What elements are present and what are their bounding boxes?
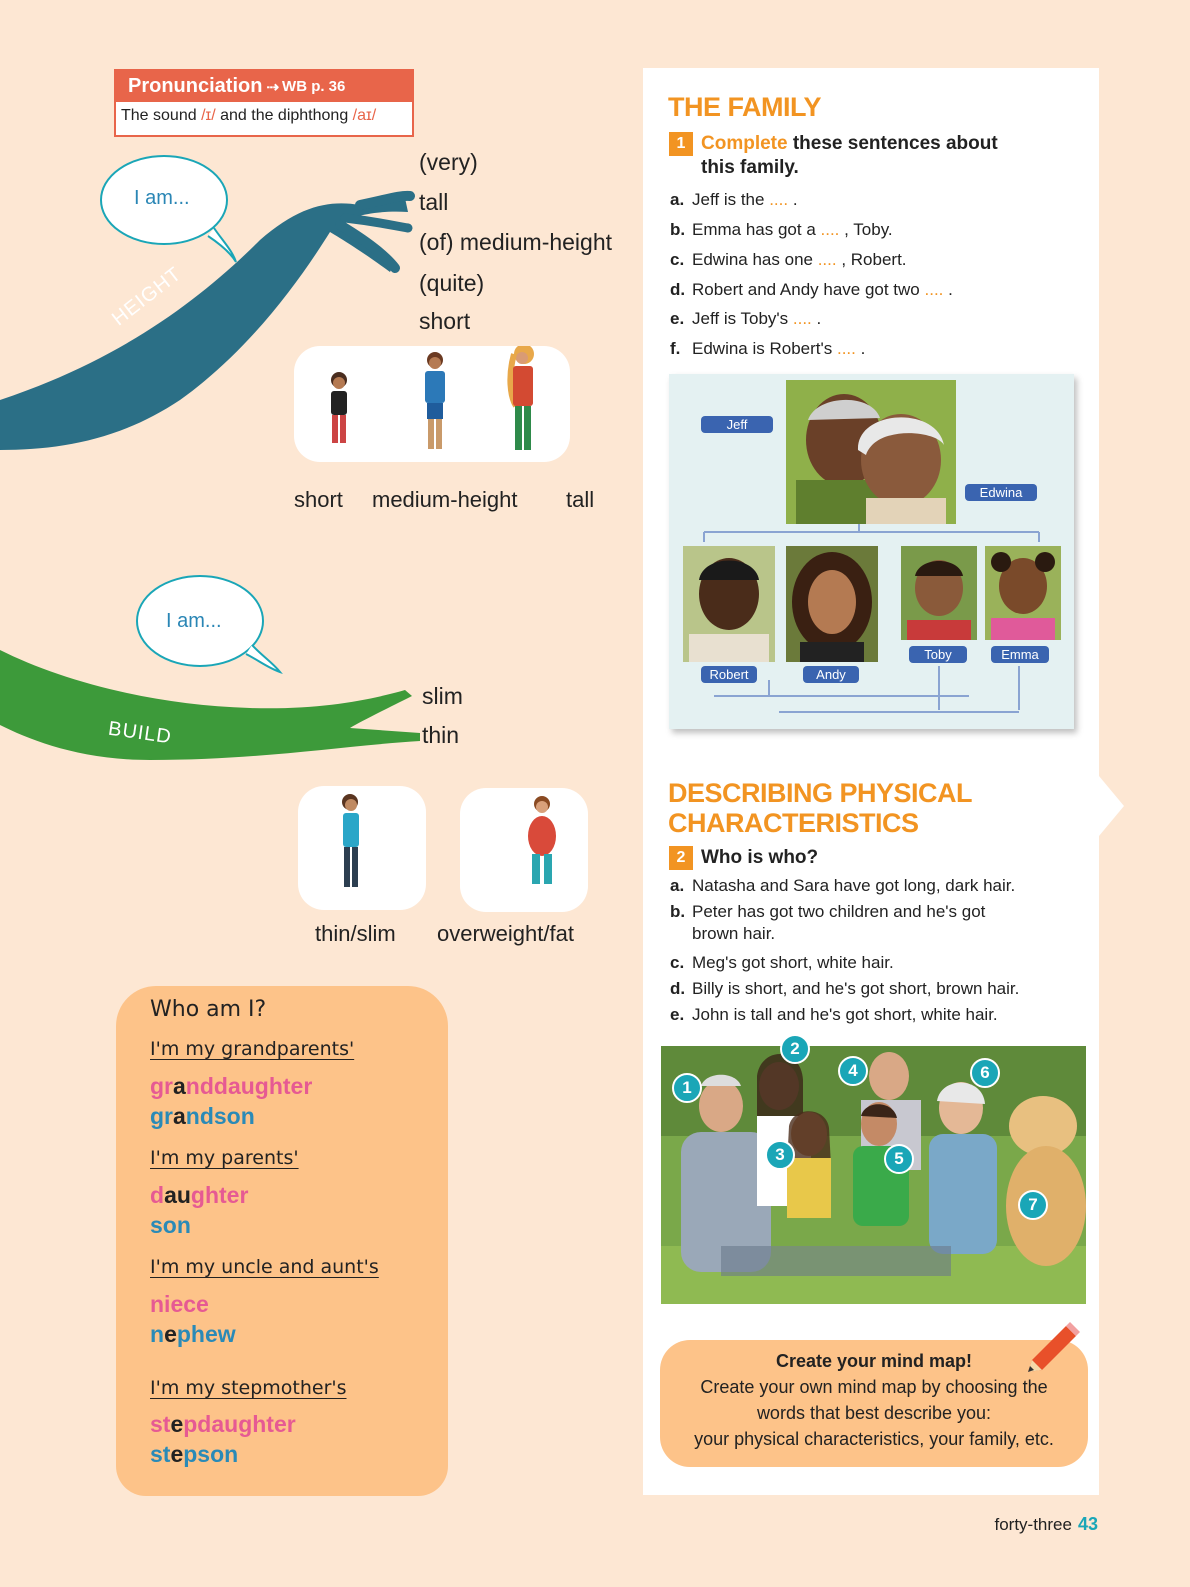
who-am-i-line: I'm my parents' — [150, 1147, 299, 1169]
build-branch — [0, 650, 420, 760]
exercise-1-instruction: Complete these sentences about this family. — [701, 133, 998, 178]
name-tag-robert: Robert — [701, 666, 757, 683]
description-item: c. Meg's got short, white hair. — [670, 953, 894, 972]
pencil-icon — [1022, 1322, 1082, 1378]
who-am-i-word: stepson — [150, 1441, 239, 1467]
page-footer — [994, 1514, 1098, 1535]
who-am-i-word: daughter — [150, 1182, 249, 1208]
page-number-word: forty-three — [994, 1515, 1072, 1534]
overweight-figure-card — [460, 788, 588, 912]
group-photo — [661, 1046, 1086, 1304]
who-am-i-word: nephew — [150, 1321, 236, 1347]
height-word: (very) — [419, 149, 478, 175]
build-branch-label: BUILD — [106, 717, 174, 749]
pronunciation-box — [114, 69, 414, 137]
family-heading: THE FAMILY — [668, 92, 822, 122]
build-caption: thin/slim — [315, 921, 396, 946]
height-branch-label: HEIGHT — [108, 262, 186, 331]
who-am-i-word: granddaughter — [150, 1073, 313, 1099]
thin-figure-illustration — [298, 786, 426, 910]
height-word: short — [419, 308, 471, 334]
diphthong-symbol: /aɪ/ — [352, 107, 377, 124]
mind-map-text: words that best describe you: — [756, 1403, 992, 1423]
photo-number-marker: 3 — [765, 1140, 795, 1170]
who-am-i-word: son — [150, 1212, 191, 1238]
pronunciation-text: The sound /ɪ/ and the diphthong /aɪ/ — [121, 107, 377, 124]
who-am-i-word: stepdaughter — [150, 1411, 296, 1437]
who-am-i-box — [116, 986, 448, 1496]
emma-photo — [985, 546, 1061, 640]
thin-figure-card — [298, 786, 426, 910]
workbook-reference: WB p. 36 — [282, 78, 346, 95]
description-item: a. Natasha and Sara have got long, dark hair. — [670, 876, 1016, 895]
height-caption: medium-height — [372, 487, 518, 512]
family-sentence: b. Emma has got a .... , Toby. — [670, 220, 893, 239]
pronunciation-title: Pronunciation — [128, 75, 263, 97]
build-word: slim — [422, 683, 463, 709]
overweight-figure-illustration — [460, 788, 588, 912]
pronunciation-header — [116, 71, 412, 102]
height-bubble-text: I am... — [134, 187, 190, 209]
robert-photo — [683, 546, 775, 662]
family-sentence: d. Robert and Andy have got two .... . — [670, 280, 953, 299]
who-am-i-title: Who am I? — [150, 997, 267, 1022]
family-sentence: e. Jeff is Toby's .... . — [670, 309, 822, 328]
physical-heading: DESCRIBING PHYSICAL CHARACTERISTICS — [668, 778, 973, 838]
photo-number-marker: 2 — [780, 1034, 810, 1064]
who-am-i-line: I'm my uncle and aunt's — [150, 1256, 379, 1278]
family-sentence: c. Edwina has one .... , Robert. — [670, 250, 907, 269]
arrow-icon: ⇢ — [266, 78, 280, 96]
photo-number-marker: 4 — [838, 1056, 868, 1086]
height-caption: tall — [566, 487, 595, 512]
build-word: thin — [422, 722, 460, 748]
who-am-i-word: niece — [150, 1291, 209, 1317]
grandparents-photo — [786, 380, 956, 524]
name-tag-jeff: Jeff — [701, 416, 773, 433]
mind-map-text: your physical characteristics, your family, etc. — [694, 1429, 1054, 1449]
name-tag-emma: Emma — [991, 646, 1049, 663]
exercise-number-badge: 1 — [669, 132, 693, 156]
toby-photo — [901, 546, 977, 640]
height-word: (of) medium-height — [419, 229, 613, 255]
name-tag-edwina: Edwina — [965, 484, 1037, 501]
photo-number-marker: 5 — [884, 1144, 914, 1174]
height-word: (quite) — [419, 270, 485, 296]
page-number: 43 — [1077, 1514, 1098, 1534]
family-sentence: f. Edwina is Robert's .... . — [670, 339, 866, 358]
exercise-2-instruction: Who is who? — [701, 847, 819, 868]
panel-arrow-tab — [1099, 776, 1129, 836]
height-caption: short — [294, 487, 343, 512]
andy-photo — [786, 546, 878, 662]
who-am-i-line: I'm my grandparents' — [150, 1038, 355, 1060]
photo-number-marker: 6 — [970, 1058, 1000, 1088]
height-figures-illustration — [294, 346, 570, 462]
sound-symbol: /ɪ/ — [201, 107, 216, 124]
description-item: e. John is tall and he's got short, white hair. — [670, 1005, 998, 1024]
name-tag-andy: Andy — [803, 666, 859, 683]
who-am-i-line: I'm my stepmother's — [150, 1377, 347, 1399]
family-sentence: a. Jeff is the .... . — [670, 190, 798, 209]
photo-number-marker: 1 — [672, 1073, 702, 1103]
who-am-i-word: grandson — [150, 1103, 255, 1129]
photo-number-marker: 7 — [1018, 1190, 1048, 1220]
mind-map-title: Create your mind map! — [775, 1351, 973, 1371]
name-tag-toby: Toby — [909, 646, 967, 663]
description-item: b. Peter has got two children and he's got brown hair. — [670, 902, 986, 943]
description-item: d. Billy is short, and he's got short, brown hair. — [670, 979, 1020, 998]
build-bubble-text: I am... — [166, 610, 222, 632]
exercise-number-badge: 2 — [669, 846, 693, 870]
height-figures-card — [294, 346, 570, 462]
family-tree-card — [669, 374, 1074, 729]
mind-map-text: Create your own mind map by choosing the — [700, 1377, 1048, 1397]
height-word: tall — [419, 189, 449, 215]
build-caption: overweight/fat — [437, 921, 574, 946]
